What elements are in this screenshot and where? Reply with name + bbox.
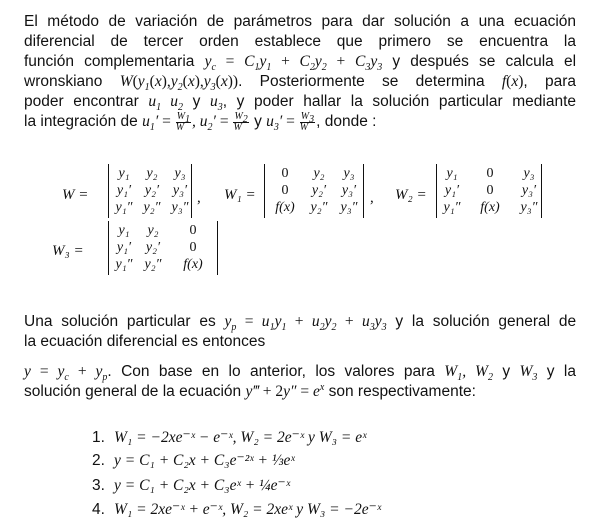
matrix-w2-label: W₂ = [395,187,427,203]
matrix-w-cells: y₁ y₂ y₃ y₁′ y₂′ y₃′ y₁″ y₂″ y₃″ [115,166,189,215]
particular-solution-paragraph [24,312,576,352]
matrix-w3-cells: y₁ y₂ 0 y₁′ y₂′ 0 y₁″ y₂″ f(x) [115,223,203,272]
matrix-w [98,164,198,218]
option-1[interactable]: 1. W₁ = −2xe⁻ˣ − e⁻ˣ, W₂ = 2e⁻ˣ y W₃ = eˣ [92,429,367,446]
matrix-w1 [262,164,370,218]
matrix-w3 [106,221,222,275]
intro-line-5: poder encontrar $u_1$ $u_2$ y $u_3$, y poder hallar la solución particular mediante [24,93,577,114]
matrix-w-label: W = [62,187,89,203]
matrix-w2 [434,164,546,218]
intro-line-2: diferencial de tercer orden establece que primero se encuentra la [24,33,576,50]
para2-line-2: la ecuación diferencial es entonces [24,333,266,350]
matrix-w3-label: W₃ = [52,243,84,259]
question-paragraph [24,362,576,402]
option-2[interactable]: 2. y = C₁ + C₂x + C₃e⁻²ˣ + ⅓eˣ [92,452,295,469]
matrix-w2-cells: y₁ 0 y₃ y₁′ 0 y₃′ y₁″ f(x) y₃″ [443,166,538,215]
intro-line-3: función complementaria $y_c = C_1y_1 + C_2y_2 + C_3y_3$ y después se calcula el [24,53,577,74]
option-4[interactable]: 4. W₁ = 2xe⁻ˣ + e⁻ˣ, W₂ = 2xeˣ y W₃ = −2e⁻ˣ [92,501,382,518]
para3-line-1: $y = y_c + y_p$. Con base en lo anterior, los valores para $W_1$, $W_2$ y $W_3$ y la [24,363,576,384]
para2-line-1: Una solución particular es $y_p = u_1y_1 + u_2y_2 + u_3y_3$ y la solución general de [24,313,577,334]
option-3[interactable]: 3. y = C₁ + C₂x + C₃eˣ + ¼e⁻ˣ [92,477,291,494]
intro-line-6: la integración de $u_1'$ = $\frac{W_1}{W}$ , $u_2'$ = $\frac{W_2}{W}$ y $u_3'$ = $\frac{W_3}{W}$ , donde : [24,111,377,134]
matrix-w1-cells: 0 y₂ y₃ 0 y₂′ y₃′ f(x) y₂″ y₃″ [275,166,358,215]
intro-line-4: wronskiano $W(y_1(x),y_2(x),y_3(x))$. Posteriormente se determina f(x), para [24,73,577,94]
intro-paragraph [24,12,576,132]
matrix-w1-label: W₁ = [224,187,256,203]
para3-line-2: solución general de la ecuación y‴ + $2y'' = e^x$ son respectivamente: [24,381,476,400]
intro-line-1: El método de variación de parámetros para dar solución a una ecuación [24,13,576,30]
